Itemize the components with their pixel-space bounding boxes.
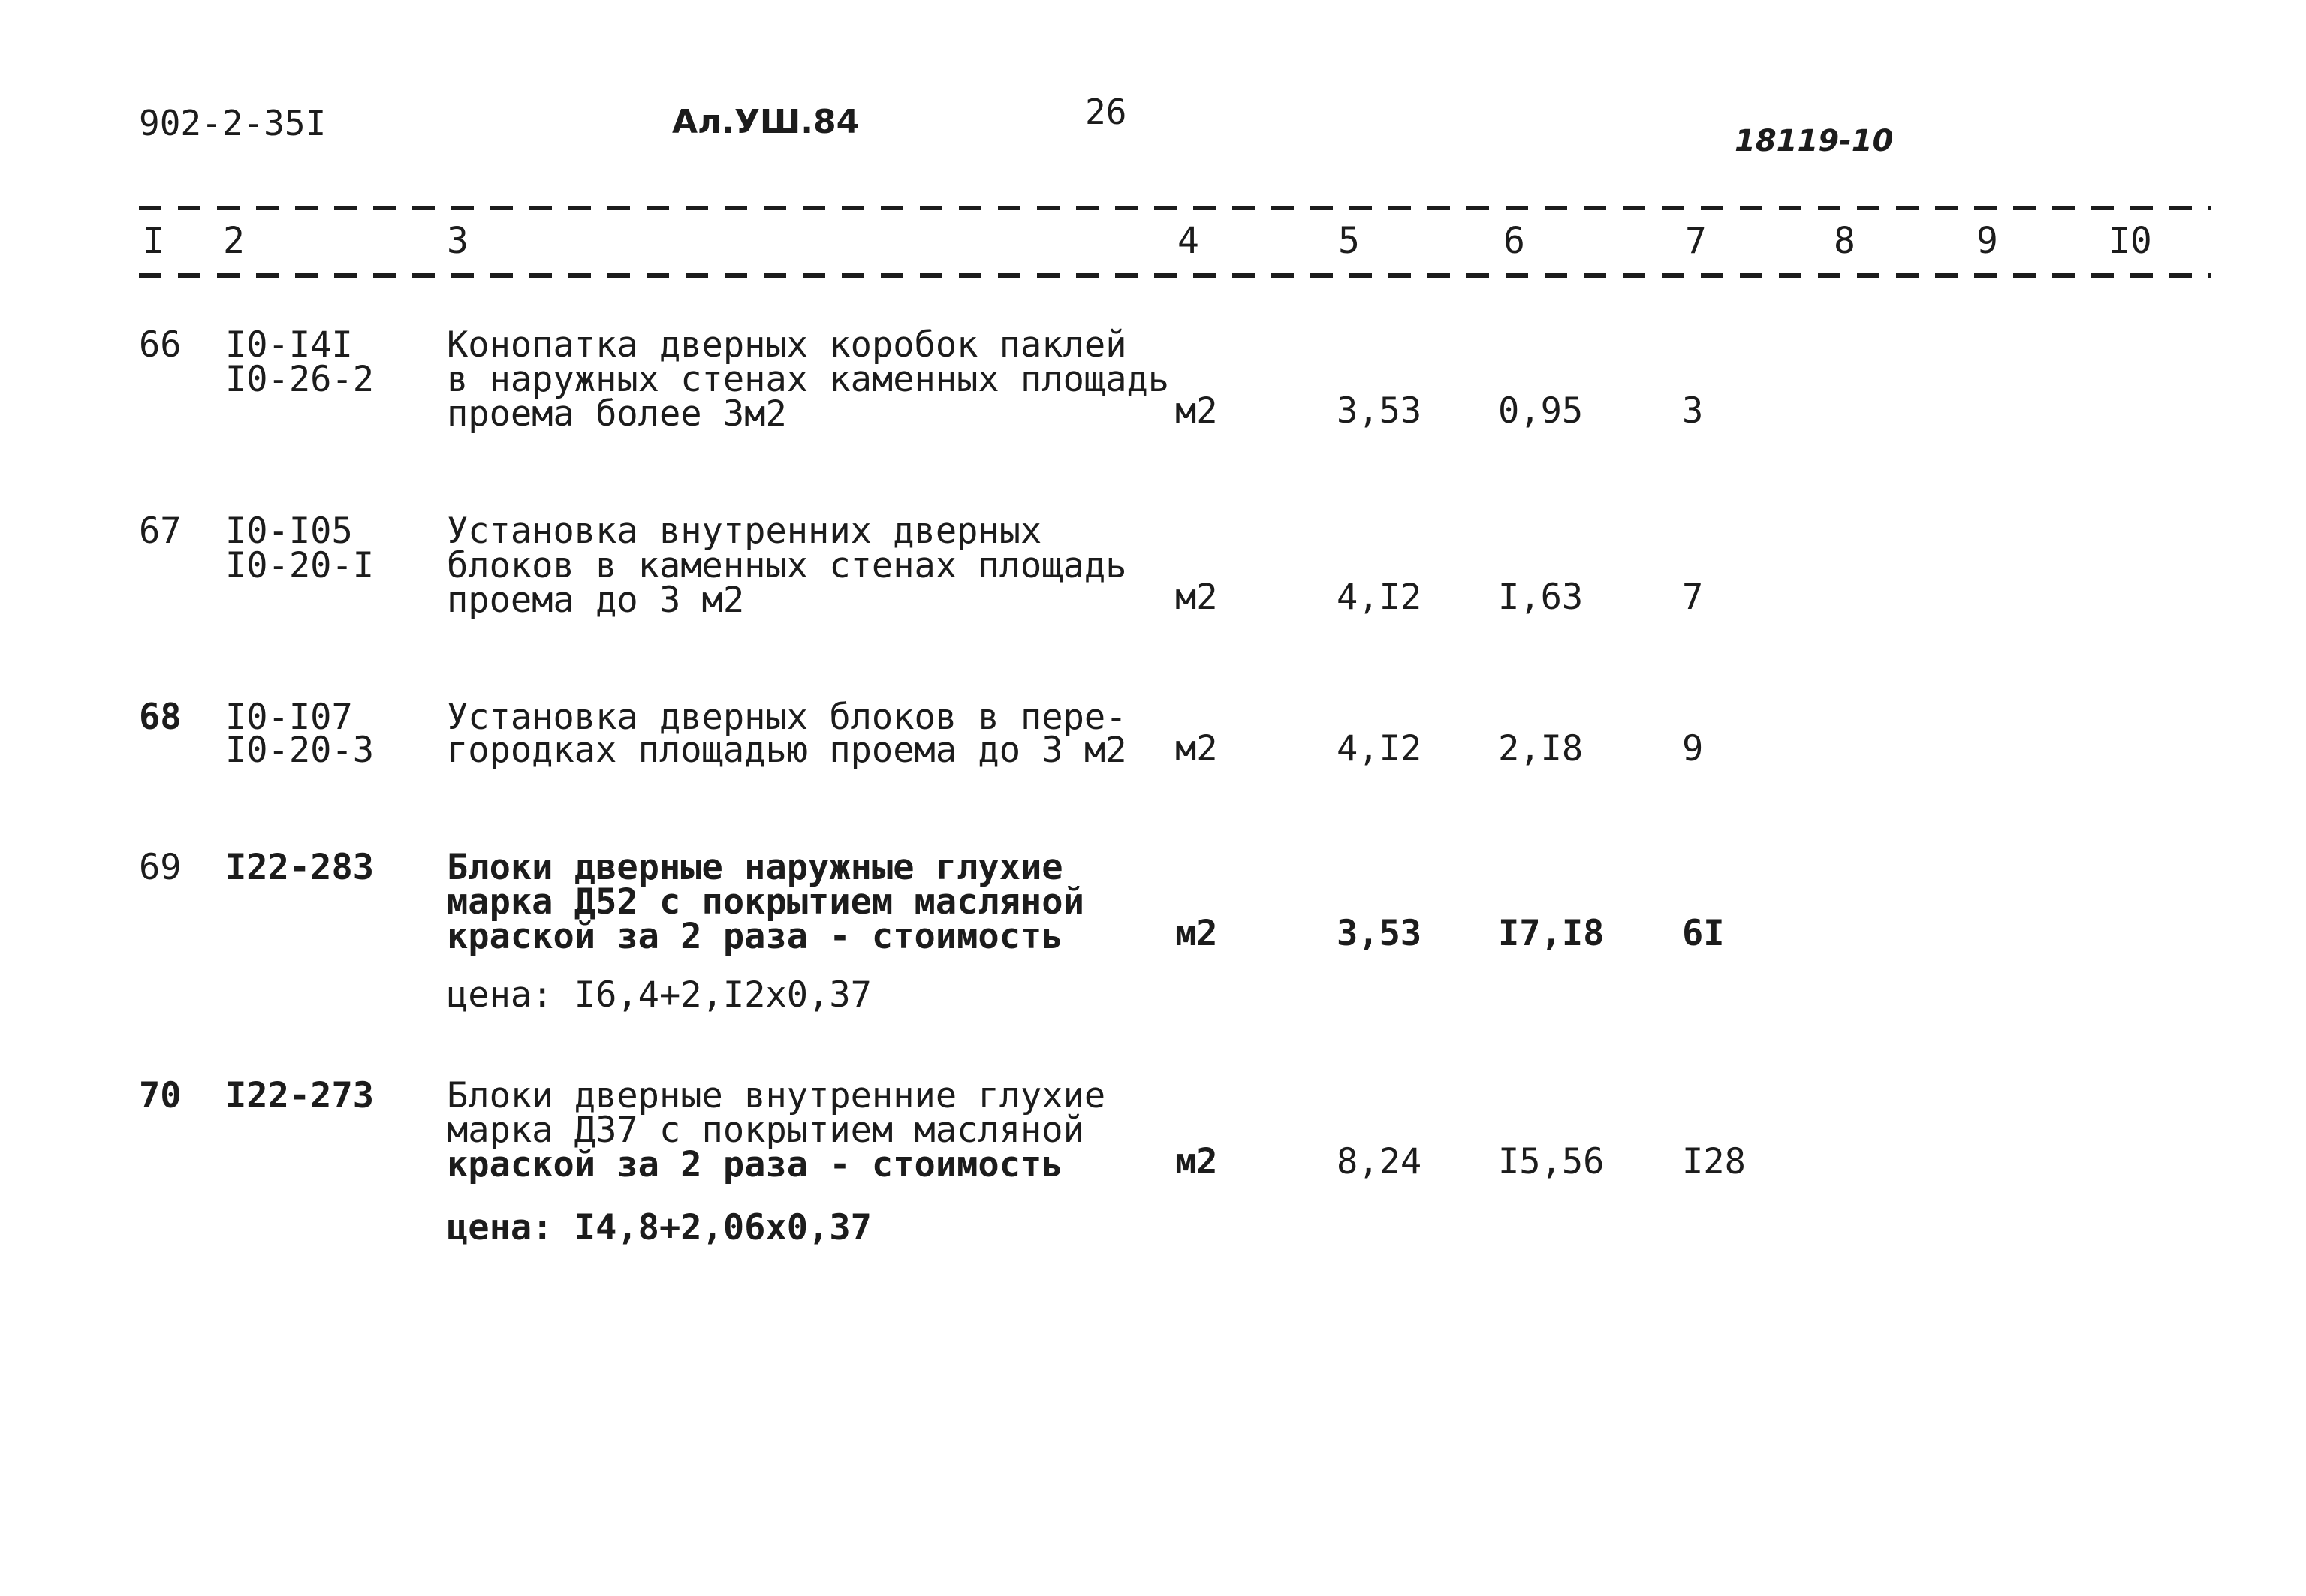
work-description-line: марка Д52 с покрытием масляной: [447, 881, 1084, 923]
column-header-8: 8: [1834, 220, 1855, 262]
column-header-7: 7: [1685, 220, 1707, 262]
row-number: 70: [139, 1075, 182, 1116]
rate-code: I22-283: [225, 847, 375, 888]
total-cost: 7: [1682, 577, 1704, 618]
work-description-line: Установка дверных блоков в пере-: [447, 697, 1127, 738]
rate-code-secondary: I0-26-2: [225, 359, 375, 400]
header-bottom-rule: [139, 273, 2211, 278]
row-number: 66: [139, 324, 182, 366]
rate-code: I0-I4I: [225, 324, 353, 366]
unit: м2: [1175, 577, 1218, 618]
page-number: 26: [1085, 92, 1127, 132]
rate-code: I0-I07: [225, 697, 353, 738]
row-number: 69: [139, 847, 182, 888]
unit-cost: I,63: [1498, 577, 1584, 618]
unit: м2: [1175, 1141, 1218, 1182]
rate-code: I0-I05: [225, 510, 353, 552]
rate-code: I22-273: [225, 1075, 375, 1116]
work-description-line: Установка внутренних дверных: [447, 510, 1042, 552]
album-label: Ал.УШ.84: [672, 103, 860, 141]
column-header-6: 6: [1503, 220, 1525, 262]
row-number: 68: [139, 697, 182, 738]
unit: м2: [1175, 913, 1218, 954]
quantity: 3,53: [1337, 390, 1422, 432]
column-header-3: 3: [447, 220, 469, 262]
row-number: 67: [139, 510, 182, 552]
unit-cost: 2,I8: [1498, 728, 1584, 769]
work-description-line: городках площадью проема до 3 м2: [447, 730, 1127, 771]
rate-code-secondary: I0-20-I: [225, 545, 375, 586]
unit-cost: I7,I8: [1498, 913, 1605, 954]
total-cost: 3: [1682, 390, 1704, 432]
work-description-line: Блоки дверные внутренние глухие: [447, 1075, 1106, 1116]
work-description-line: в наружных стенах каменных площадь: [447, 359, 1170, 400]
work-description-line: марка Д37 с покрытием масляной: [447, 1110, 1084, 1151]
column-header-1: I: [143, 220, 164, 262]
quantity: 4,I2: [1337, 577, 1422, 618]
handwritten-note: 18119-10: [1735, 124, 1894, 158]
work-description-line: проема более 3м2: [447, 393, 787, 435]
total-cost: 9: [1682, 728, 1704, 769]
total-cost: 6I: [1682, 913, 1725, 954]
quantity: 8,24: [1337, 1141, 1422, 1182]
price-formula: цена: I6,4+2,I2х0,37: [447, 974, 872, 1016]
quantity: 4,I2: [1337, 728, 1422, 769]
work-description-line: краской за 2 раза - стоимость: [447, 916, 1063, 957]
price-formula: цена: I4,8+2,06х0,37: [447, 1207, 872, 1248]
quantity: 3,53: [1337, 913, 1422, 954]
total-cost: I28: [1682, 1141, 1746, 1182]
project-code: 902-2-35I: [139, 103, 327, 143]
rate-code-secondary: I0-20-3: [225, 730, 375, 771]
column-header-5: 5: [1338, 220, 1360, 262]
unit: м2: [1175, 728, 1218, 769]
unit-cost: I5,56: [1498, 1141, 1605, 1182]
work-description-line: Блоки дверные наружные глухие: [447, 847, 1063, 888]
header-top-rule: [139, 206, 2211, 210]
unit-cost: 0,95: [1498, 390, 1584, 432]
work-description-line: блоков в каменных стенах площадь: [447, 545, 1127, 586]
column-header-2: 2: [223, 220, 245, 262]
column-header-10: I0: [2109, 220, 2152, 262]
column-header-4: 4: [1177, 220, 1199, 262]
work-description-line: краской за 2 раза - стоимость: [447, 1144, 1063, 1185]
column-header-9: 9: [1976, 220, 1998, 262]
work-description-line: Конопатка дверных коробок паклей: [447, 324, 1127, 366]
unit: м2: [1175, 390, 1218, 432]
work-description-line: проема до 3 м2: [447, 580, 745, 621]
